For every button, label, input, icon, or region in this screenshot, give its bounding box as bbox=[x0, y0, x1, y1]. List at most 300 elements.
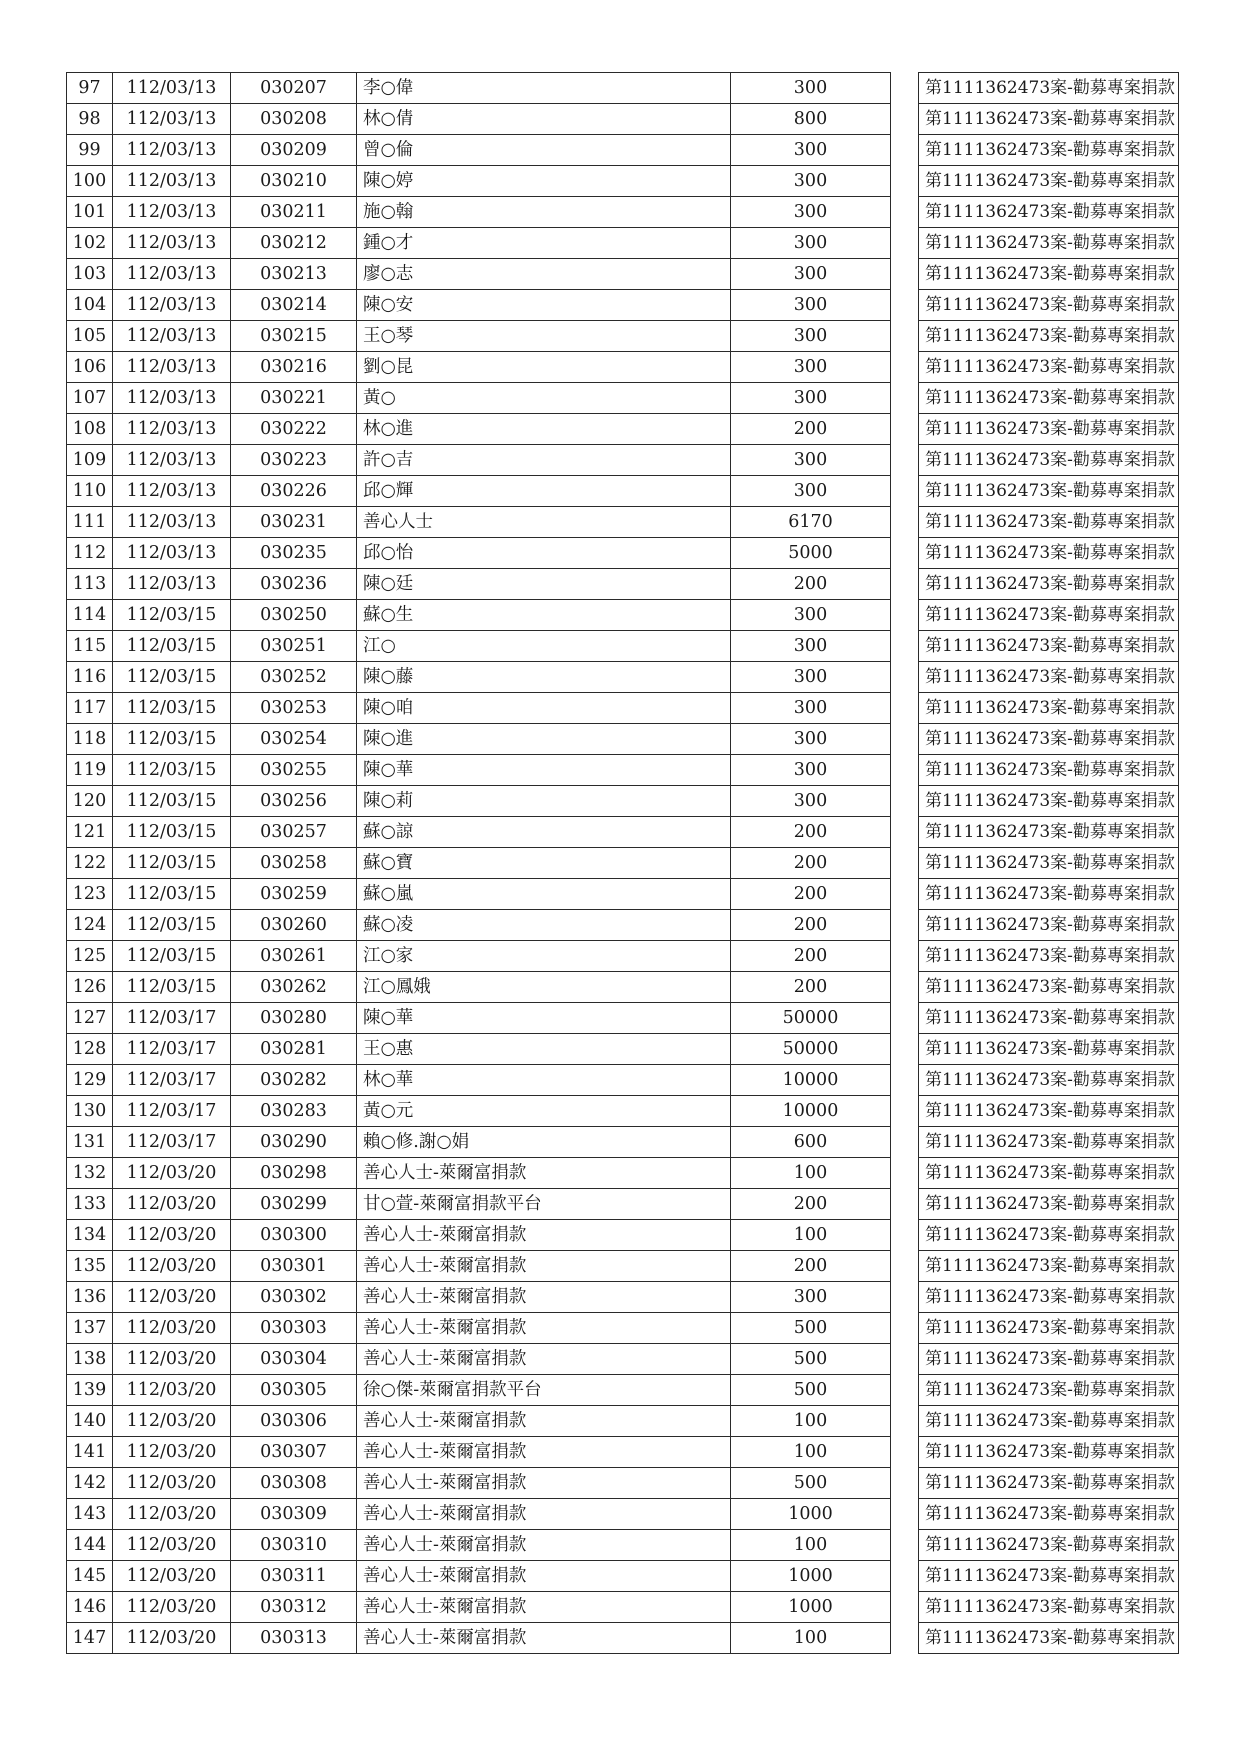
donation-purpose: 第1111362473案-勸募專案捐款 bbox=[919, 786, 1179, 817]
donation-purpose: 第1111362473案-勸募專案捐款 bbox=[919, 1189, 1179, 1220]
column-gap bbox=[891, 1437, 919, 1468]
column-gap bbox=[891, 1003, 919, 1034]
donation-purpose: 第1111362473案-勸募專案捐款 bbox=[919, 166, 1179, 197]
donation-purpose: 第1111362473案-勸募專案捐款 bbox=[919, 1282, 1179, 1313]
row-index: 112 bbox=[67, 538, 113, 569]
table-row bbox=[67, 724, 1179, 755]
column-gap bbox=[891, 569, 919, 600]
row-index: 119 bbox=[67, 755, 113, 786]
table-row bbox=[67, 1034, 1179, 1065]
donor-name: 善心人士-萊爾富捐款 bbox=[357, 1468, 731, 1499]
donation-purpose: 第1111362473案-勸募專案捐款 bbox=[919, 1220, 1179, 1251]
donation-date: 112/03/13 bbox=[113, 538, 231, 569]
column-gap bbox=[891, 631, 919, 662]
ledger-body bbox=[67, 73, 1179, 1654]
column-gap bbox=[891, 817, 919, 848]
column-gap bbox=[891, 879, 919, 910]
receipt-number: 030215 bbox=[231, 321, 357, 352]
column-gap bbox=[891, 445, 919, 476]
table-row bbox=[67, 1437, 1179, 1468]
donation-amount: 500 bbox=[731, 1375, 891, 1406]
donor-name: 善心人士-萊爾富捐款 bbox=[357, 1344, 731, 1375]
row-index: 100 bbox=[67, 166, 113, 197]
row-index: 111 bbox=[67, 507, 113, 538]
donation-amount: 50000 bbox=[731, 1003, 891, 1034]
column-gap bbox=[891, 352, 919, 383]
donation-purpose: 第1111362473案-勸募專案捐款 bbox=[919, 383, 1179, 414]
donation-purpose: 第1111362473案-勸募專案捐款 bbox=[919, 941, 1179, 972]
receipt-number: 030222 bbox=[231, 414, 357, 445]
receipt-number: 030255 bbox=[231, 755, 357, 786]
donation-amount: 100 bbox=[731, 1406, 891, 1437]
column-gap bbox=[891, 662, 919, 693]
donor-name: 許○吉 bbox=[357, 445, 731, 476]
donation-date: 112/03/13 bbox=[113, 290, 231, 321]
donation-purpose: 第1111362473案-勸募專案捐款 bbox=[919, 73, 1179, 104]
column-gap bbox=[891, 166, 919, 197]
donation-purpose: 第1111362473案-勸募專案捐款 bbox=[919, 755, 1179, 786]
donor-name: 善心人士-萊爾富捐款 bbox=[357, 1251, 731, 1282]
donation-amount: 300 bbox=[731, 321, 891, 352]
table-row bbox=[67, 104, 1179, 135]
donation-date: 112/03/13 bbox=[113, 445, 231, 476]
table-row bbox=[67, 569, 1179, 600]
donation-date: 112/03/20 bbox=[113, 1623, 231, 1654]
donor-name: 陳○安 bbox=[357, 290, 731, 321]
table-row bbox=[67, 600, 1179, 631]
donation-date: 112/03/15 bbox=[113, 817, 231, 848]
table-row bbox=[67, 755, 1179, 786]
table-row bbox=[67, 1592, 1179, 1623]
donation-date: 112/03/17 bbox=[113, 1096, 231, 1127]
row-index: 146 bbox=[67, 1592, 113, 1623]
donor-name: 善心人士-萊爾富捐款 bbox=[357, 1623, 731, 1654]
column-gap bbox=[891, 1220, 919, 1251]
column-gap bbox=[891, 104, 919, 135]
donation-purpose: 第1111362473案-勸募專案捐款 bbox=[919, 631, 1179, 662]
donor-name: 善心人士-萊爾富捐款 bbox=[357, 1437, 731, 1468]
donation-amount: 200 bbox=[731, 1189, 891, 1220]
column-gap bbox=[891, 1468, 919, 1499]
column-gap bbox=[891, 290, 919, 321]
donation-date: 112/03/13 bbox=[113, 352, 231, 383]
column-gap bbox=[891, 1282, 919, 1313]
receipt-number: 030213 bbox=[231, 259, 357, 290]
table-row bbox=[67, 631, 1179, 662]
row-index: 132 bbox=[67, 1158, 113, 1189]
table-row bbox=[67, 73, 1179, 104]
donation-date: 112/03/20 bbox=[113, 1437, 231, 1468]
receipt-number: 030256 bbox=[231, 786, 357, 817]
donation-purpose: 第1111362473案-勸募專案捐款 bbox=[919, 1065, 1179, 1096]
donation-amount: 200 bbox=[731, 879, 891, 910]
receipt-number: 030306 bbox=[231, 1406, 357, 1437]
donation-amount: 50000 bbox=[731, 1034, 891, 1065]
donor-name: 陳○藤 bbox=[357, 662, 731, 693]
donor-name: 李○偉 bbox=[357, 73, 731, 104]
table-row bbox=[67, 972, 1179, 1003]
table-row bbox=[67, 1096, 1179, 1127]
donation-purpose: 第1111362473案-勸募專案捐款 bbox=[919, 817, 1179, 848]
donation-date: 112/03/20 bbox=[113, 1189, 231, 1220]
receipt-number: 030235 bbox=[231, 538, 357, 569]
donor-name: 林○倩 bbox=[357, 104, 731, 135]
donor-name: 劉○昆 bbox=[357, 352, 731, 383]
receipt-number: 030223 bbox=[231, 445, 357, 476]
column-gap bbox=[891, 1189, 919, 1220]
receipt-number: 030258 bbox=[231, 848, 357, 879]
donor-name: 陳○莉 bbox=[357, 786, 731, 817]
row-index: 97 bbox=[67, 73, 113, 104]
table-row bbox=[67, 228, 1179, 259]
table-row bbox=[67, 135, 1179, 166]
column-gap bbox=[891, 1158, 919, 1189]
donation-amount: 300 bbox=[731, 724, 891, 755]
donation-date: 112/03/15 bbox=[113, 879, 231, 910]
row-index: 103 bbox=[67, 259, 113, 290]
donor-name: 林○進 bbox=[357, 414, 731, 445]
donation-amount: 200 bbox=[731, 848, 891, 879]
receipt-number: 030303 bbox=[231, 1313, 357, 1344]
donation-purpose: 第1111362473案-勸募專案捐款 bbox=[919, 135, 1179, 166]
donation-purpose: 第1111362473案-勸募專案捐款 bbox=[919, 693, 1179, 724]
table-row bbox=[67, 910, 1179, 941]
donation-purpose: 第1111362473案-勸募專案捐款 bbox=[919, 600, 1179, 631]
donation-amount: 10000 bbox=[731, 1096, 891, 1127]
receipt-number: 030283 bbox=[231, 1096, 357, 1127]
donor-name: 善心人士-萊爾富捐款 bbox=[357, 1313, 731, 1344]
table-row bbox=[67, 693, 1179, 724]
donation-amount: 300 bbox=[731, 352, 891, 383]
donation-purpose: 第1111362473案-勸募專案捐款 bbox=[919, 321, 1179, 352]
receipt-number: 030212 bbox=[231, 228, 357, 259]
donation-purpose: 第1111362473案-勸募專案捐款 bbox=[919, 104, 1179, 135]
receipt-number: 030253 bbox=[231, 693, 357, 724]
receipt-number: 030280 bbox=[231, 1003, 357, 1034]
column-gap bbox=[891, 755, 919, 786]
row-index: 127 bbox=[67, 1003, 113, 1034]
column-gap bbox=[891, 848, 919, 879]
column-gap bbox=[891, 476, 919, 507]
donation-date: 112/03/13 bbox=[113, 135, 231, 166]
row-index: 102 bbox=[67, 228, 113, 259]
column-gap bbox=[891, 972, 919, 1003]
donation-amount: 300 bbox=[731, 693, 891, 724]
receipt-number: 030207 bbox=[231, 73, 357, 104]
row-index: 143 bbox=[67, 1499, 113, 1530]
receipt-number: 030311 bbox=[231, 1561, 357, 1592]
column-gap bbox=[891, 1313, 919, 1344]
donor-name: 善心人士-萊爾富捐款 bbox=[357, 1158, 731, 1189]
row-index: 144 bbox=[67, 1530, 113, 1561]
row-index: 105 bbox=[67, 321, 113, 352]
column-gap bbox=[891, 1034, 919, 1065]
row-index: 133 bbox=[67, 1189, 113, 1220]
table-row bbox=[67, 1065, 1179, 1096]
donation-purpose: 第1111362473案-勸募專案捐款 bbox=[919, 879, 1179, 910]
row-index: 139 bbox=[67, 1375, 113, 1406]
receipt-number: 030304 bbox=[231, 1344, 357, 1375]
donation-amount: 300 bbox=[731, 135, 891, 166]
donation-purpose: 第1111362473案-勸募專案捐款 bbox=[919, 1375, 1179, 1406]
donation-purpose: 第1111362473案-勸募專案捐款 bbox=[919, 1592, 1179, 1623]
donor-name: 鍾○才 bbox=[357, 228, 731, 259]
receipt-number: 030305 bbox=[231, 1375, 357, 1406]
donation-purpose: 第1111362473案-勸募專案捐款 bbox=[919, 1251, 1179, 1282]
receipt-number: 030298 bbox=[231, 1158, 357, 1189]
row-index: 117 bbox=[67, 693, 113, 724]
row-index: 142 bbox=[67, 1468, 113, 1499]
donation-purpose: 第1111362473案-勸募專案捐款 bbox=[919, 507, 1179, 538]
column-gap bbox=[891, 941, 919, 972]
donation-date: 112/03/15 bbox=[113, 848, 231, 879]
column-gap bbox=[891, 1561, 919, 1592]
donation-amount: 300 bbox=[731, 259, 891, 290]
donor-name: 徐○傑-萊爾富捐款平台 bbox=[357, 1375, 731, 1406]
row-index: 114 bbox=[67, 600, 113, 631]
donor-name: 陳○進 bbox=[357, 724, 731, 755]
table-row bbox=[67, 1127, 1179, 1158]
donation-date: 112/03/20 bbox=[113, 1592, 231, 1623]
donor-name: 陳○華 bbox=[357, 755, 731, 786]
table-row bbox=[67, 1251, 1179, 1282]
donation-date: 112/03/15 bbox=[113, 693, 231, 724]
donation-amount: 6170 bbox=[731, 507, 891, 538]
table-row bbox=[67, 1282, 1179, 1313]
column-gap bbox=[891, 321, 919, 352]
receipt-number: 030250 bbox=[231, 600, 357, 631]
row-index: 118 bbox=[67, 724, 113, 755]
donation-date: 112/03/13 bbox=[113, 259, 231, 290]
receipt-number: 030260 bbox=[231, 910, 357, 941]
row-index: 113 bbox=[67, 569, 113, 600]
row-index: 131 bbox=[67, 1127, 113, 1158]
donation-purpose: 第1111362473案-勸募專案捐款 bbox=[919, 1127, 1179, 1158]
row-index: 137 bbox=[67, 1313, 113, 1344]
donor-name: 施○翰 bbox=[357, 197, 731, 228]
donation-date: 112/03/20 bbox=[113, 1251, 231, 1282]
donor-name: 善心人士-萊爾富捐款 bbox=[357, 1592, 731, 1623]
table-row bbox=[67, 662, 1179, 693]
table-row bbox=[67, 1220, 1179, 1251]
donation-amount: 100 bbox=[731, 1623, 891, 1654]
donation-purpose: 第1111362473案-勸募專案捐款 bbox=[919, 972, 1179, 1003]
receipt-number: 030313 bbox=[231, 1623, 357, 1654]
receipt-number: 030299 bbox=[231, 1189, 357, 1220]
donation-purpose: 第1111362473案-勸募專案捐款 bbox=[919, 848, 1179, 879]
donation-amount: 5000 bbox=[731, 538, 891, 569]
donor-name: 陳○華 bbox=[357, 1003, 731, 1034]
column-gap bbox=[891, 383, 919, 414]
donation-purpose: 第1111362473案-勸募專案捐款 bbox=[919, 1499, 1179, 1530]
donor-name: 邱○怡 bbox=[357, 538, 731, 569]
donation-purpose: 第1111362473案-勸募專案捐款 bbox=[919, 1530, 1179, 1561]
donation-amount: 1000 bbox=[731, 1561, 891, 1592]
row-index: 109 bbox=[67, 445, 113, 476]
donation-date: 112/03/13 bbox=[113, 228, 231, 259]
row-index: 98 bbox=[67, 104, 113, 135]
row-index: 141 bbox=[67, 1437, 113, 1468]
donation-amount: 200 bbox=[731, 817, 891, 848]
donation-date: 112/03/20 bbox=[113, 1375, 231, 1406]
donor-name: 善心人士-萊爾富捐款 bbox=[357, 1499, 731, 1530]
donation-date: 112/03/13 bbox=[113, 383, 231, 414]
column-gap bbox=[891, 1592, 919, 1623]
receipt-number: 030209 bbox=[231, 135, 357, 166]
donation-date: 112/03/20 bbox=[113, 1282, 231, 1313]
column-gap bbox=[891, 786, 919, 817]
column-gap bbox=[891, 1251, 919, 1282]
donor-name: 蘇○寶 bbox=[357, 848, 731, 879]
table-row bbox=[67, 817, 1179, 848]
donor-name: 邱○輝 bbox=[357, 476, 731, 507]
donation-purpose: 第1111362473案-勸募專案捐款 bbox=[919, 1096, 1179, 1127]
donation-purpose: 第1111362473案-勸募專案捐款 bbox=[919, 662, 1179, 693]
table-row bbox=[67, 1623, 1179, 1654]
donation-date: 112/03/15 bbox=[113, 786, 231, 817]
donation-date: 112/03/13 bbox=[113, 73, 231, 104]
donation-date: 112/03/15 bbox=[113, 600, 231, 631]
donation-amount: 1000 bbox=[731, 1592, 891, 1623]
donation-date: 112/03/20 bbox=[113, 1220, 231, 1251]
table-row bbox=[67, 197, 1179, 228]
row-index: 104 bbox=[67, 290, 113, 321]
donation-amount: 10000 bbox=[731, 1065, 891, 1096]
row-index: 120 bbox=[67, 786, 113, 817]
receipt-number: 030216 bbox=[231, 352, 357, 383]
column-gap bbox=[891, 693, 919, 724]
donor-name: 江○家 bbox=[357, 941, 731, 972]
donor-name: 善心人士-萊爾富捐款 bbox=[357, 1406, 731, 1437]
donation-date: 112/03/13 bbox=[113, 321, 231, 352]
receipt-number: 030308 bbox=[231, 1468, 357, 1499]
table-row bbox=[67, 1189, 1179, 1220]
donation-date: 112/03/15 bbox=[113, 662, 231, 693]
donation-amount: 300 bbox=[731, 197, 891, 228]
column-gap bbox=[891, 1127, 919, 1158]
receipt-number: 030257 bbox=[231, 817, 357, 848]
table-row bbox=[67, 941, 1179, 972]
donation-date: 112/03/20 bbox=[113, 1406, 231, 1437]
donation-amount: 1000 bbox=[731, 1499, 891, 1530]
receipt-number: 030231 bbox=[231, 507, 357, 538]
row-index: 108 bbox=[67, 414, 113, 445]
donation-amount: 300 bbox=[731, 786, 891, 817]
table-row bbox=[67, 290, 1179, 321]
receipt-number: 030312 bbox=[231, 1592, 357, 1623]
donation-purpose: 第1111362473案-勸募專案捐款 bbox=[919, 1561, 1179, 1592]
row-index: 106 bbox=[67, 352, 113, 383]
donation-date: 112/03/20 bbox=[113, 1313, 231, 1344]
donation-purpose: 第1111362473案-勸募專案捐款 bbox=[919, 1406, 1179, 1437]
column-gap bbox=[891, 1375, 919, 1406]
row-index: 134 bbox=[67, 1220, 113, 1251]
column-gap bbox=[891, 414, 919, 445]
receipt-number: 030251 bbox=[231, 631, 357, 662]
column-gap bbox=[891, 538, 919, 569]
row-index: 123 bbox=[67, 879, 113, 910]
donation-amount: 800 bbox=[731, 104, 891, 135]
donation-date: 112/03/15 bbox=[113, 941, 231, 972]
table-row bbox=[67, 414, 1179, 445]
row-index: 136 bbox=[67, 1282, 113, 1313]
row-index: 116 bbox=[67, 662, 113, 693]
donation-amount: 100 bbox=[731, 1437, 891, 1468]
column-gap bbox=[891, 910, 919, 941]
donation-amount: 300 bbox=[731, 1282, 891, 1313]
row-index: 101 bbox=[67, 197, 113, 228]
donation-purpose: 第1111362473案-勸募專案捐款 bbox=[919, 414, 1179, 445]
row-index: 124 bbox=[67, 910, 113, 941]
column-gap bbox=[891, 1623, 919, 1654]
donation-date: 112/03/15 bbox=[113, 755, 231, 786]
column-gap bbox=[891, 1344, 919, 1375]
donation-amount: 600 bbox=[731, 1127, 891, 1158]
column-gap bbox=[891, 1530, 919, 1561]
receipt-number: 030252 bbox=[231, 662, 357, 693]
donation-amount: 300 bbox=[731, 600, 891, 631]
donor-name: 王○琴 bbox=[357, 321, 731, 352]
table-row bbox=[67, 166, 1179, 197]
donor-name: 蘇○凌 bbox=[357, 910, 731, 941]
receipt-number: 030281 bbox=[231, 1034, 357, 1065]
receipt-number: 030262 bbox=[231, 972, 357, 1003]
row-index: 145 bbox=[67, 1561, 113, 1592]
receipt-number: 030254 bbox=[231, 724, 357, 755]
row-index: 115 bbox=[67, 631, 113, 662]
donation-amount: 300 bbox=[731, 445, 891, 476]
donation-date: 112/03/15 bbox=[113, 972, 231, 1003]
donation-purpose: 第1111362473案-勸募專案捐款 bbox=[919, 1313, 1179, 1344]
receipt-number: 030302 bbox=[231, 1282, 357, 1313]
donation-amount: 300 bbox=[731, 290, 891, 321]
donation-amount: 300 bbox=[731, 383, 891, 414]
column-gap bbox=[891, 228, 919, 259]
donor-name: 陳○婷 bbox=[357, 166, 731, 197]
donation-amount: 200 bbox=[731, 910, 891, 941]
receipt-number: 030300 bbox=[231, 1220, 357, 1251]
donation-date: 112/03/20 bbox=[113, 1561, 231, 1592]
table-row bbox=[67, 1561, 1179, 1592]
donation-purpose: 第1111362473案-勸募專案捐款 bbox=[919, 1003, 1179, 1034]
row-index: 110 bbox=[67, 476, 113, 507]
donation-date: 112/03/20 bbox=[113, 1530, 231, 1561]
receipt-number: 030290 bbox=[231, 1127, 357, 1158]
donor-name: 林○華 bbox=[357, 1065, 731, 1096]
donor-name: 蘇○諒 bbox=[357, 817, 731, 848]
table-row bbox=[67, 1530, 1179, 1561]
receipt-number: 030211 bbox=[231, 197, 357, 228]
donor-name: 江○鳳娥 bbox=[357, 972, 731, 1003]
donation-date: 112/03/15 bbox=[113, 724, 231, 755]
donation-purpose: 第1111362473案-勸募專案捐款 bbox=[919, 910, 1179, 941]
donation-date: 112/03/13 bbox=[113, 414, 231, 445]
column-gap bbox=[891, 600, 919, 631]
donor-name: 江○ bbox=[357, 631, 731, 662]
table-row bbox=[67, 445, 1179, 476]
row-index: 130 bbox=[67, 1096, 113, 1127]
table-row bbox=[67, 352, 1179, 383]
donation-purpose: 第1111362473案-勸募專案捐款 bbox=[919, 445, 1179, 476]
table-row bbox=[67, 476, 1179, 507]
column-gap bbox=[891, 135, 919, 166]
donation-purpose: 第1111362473案-勸募專案捐款 bbox=[919, 1158, 1179, 1189]
receipt-number: 030221 bbox=[231, 383, 357, 414]
column-gap bbox=[891, 1406, 919, 1437]
column-gap bbox=[891, 1096, 919, 1127]
donor-name: 曾○倫 bbox=[357, 135, 731, 166]
donation-purpose: 第1111362473案-勸募專案捐款 bbox=[919, 228, 1179, 259]
